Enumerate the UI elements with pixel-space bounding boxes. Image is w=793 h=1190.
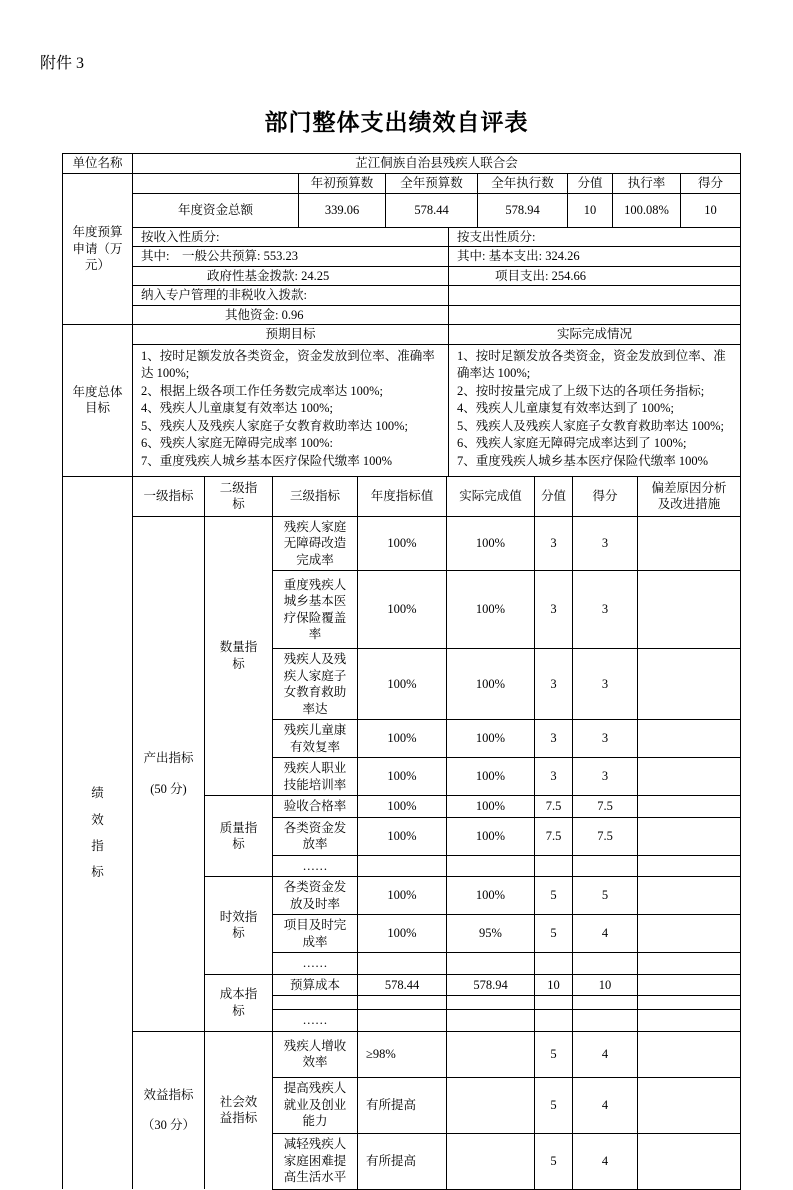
expense-nature-header: 按支出性质分: (449, 227, 741, 247)
indicator-name: 验收合格率 (273, 796, 358, 818)
table-row (63, 247, 741, 267)
indicator-name-empty (273, 996, 358, 1010)
indicator-score (573, 996, 638, 1010)
indicator-target: 有所提高 (358, 1077, 447, 1133)
indicator-points: 7.5 (535, 817, 573, 855)
indicator-score: 7.5 (573, 796, 638, 818)
indicator-deviation (638, 758, 741, 796)
attachment-label: 附件 3 (40, 55, 85, 72)
table-row (63, 325, 741, 345)
actual-completion-list (449, 344, 741, 476)
indicator-points: 5 (535, 915, 573, 953)
indicator-target: ≥98% (358, 1031, 447, 1077)
actual-completion-header: 实际完成情况 (449, 325, 741, 345)
indicator-deviation (638, 1133, 741, 1189)
indicator-points: 5 (535, 877, 573, 915)
col-header-annual-budget: 全年预算数 (386, 173, 478, 193)
budget-section-label: 年度预算申请（万元） (63, 173, 133, 325)
expense-project: 项目支出: 254.66 (449, 266, 741, 286)
indicator-actual (447, 1133, 535, 1189)
indicator-target: 578.44 (358, 974, 447, 996)
indicator-score: 4 (573, 1077, 638, 1133)
performance-indicators-label: 绩效指标 (63, 476, 133, 1189)
actual-goal-item: 6、残疾人家庭无障碍完成率达到了 100%; (457, 436, 687, 450)
expected-goal-item: 7、重度残疾人城乡基本医疗保险代缴率 100% (141, 453, 393, 468)
indicator-deviation (638, 571, 741, 649)
table-row (63, 266, 741, 286)
quantity-indicator-label: 数量指标 (205, 516, 273, 796)
table-row (63, 344, 741, 476)
header-level1: 一级指标 (133, 476, 205, 516)
indicator-actual: 100% (447, 877, 535, 915)
col-header-exec-rate: 执行率 (613, 173, 681, 193)
indicator-deviation (638, 953, 741, 975)
expected-goal-item: 6、残疾人家庭无障碍完成率 100%: (141, 436, 334, 450)
indicator-name: 残疾人及残疾人家庭子女教育救助率达 (273, 649, 358, 720)
indicator-actual (447, 1077, 535, 1133)
indicator-deviation (638, 996, 741, 1010)
expense-basic: 其中: 基本支出: 324.26 (449, 247, 741, 267)
indicator-deviation (638, 915, 741, 953)
indicator-deviation (638, 855, 741, 877)
indicator-score: 4 (573, 915, 638, 953)
total-initial-value: 339.06 (299, 193, 386, 227)
header-actual-value: 实际完成值 (447, 476, 535, 516)
indicator-deviation (638, 796, 741, 818)
indicator-points (535, 855, 573, 877)
indicator-deviation (638, 516, 741, 571)
indicator-points: 10 (535, 974, 573, 996)
indicator-points: 3 (535, 720, 573, 758)
indicator-deviation (638, 720, 741, 758)
indicator-score (573, 953, 638, 975)
indicator-points: 3 (535, 649, 573, 720)
indicator-target (358, 1010, 447, 1032)
indicator-name-ellipsis: …… (273, 953, 358, 975)
indicator-name: 残疾人职业技能培训率 (273, 758, 358, 796)
indicator-actual: 100% (447, 758, 535, 796)
indicator-deviation (638, 877, 741, 915)
indicator-target (358, 953, 447, 975)
table-row (63, 305, 741, 325)
indicator-points: 5 (535, 1031, 573, 1077)
indicator-name: 各类资金发放及时率 (273, 877, 358, 915)
indicator-points: 3 (535, 571, 573, 649)
header-target-value: 年度指标值 (358, 476, 447, 516)
table-row (63, 516, 741, 571)
indicator-score: 4 (573, 1133, 638, 1189)
col-header-executed: 全年执行数 (478, 173, 568, 193)
total-executed-value: 578.94 (478, 193, 568, 227)
income-gov-fund: 政府性基金拨款: 24.25 (133, 266, 449, 286)
income-nontax: 纳入专户管理的非税收入拨款: (133, 286, 449, 306)
table-row (63, 173, 741, 193)
indicator-points (535, 1010, 573, 1032)
indicator-deviation (638, 1031, 741, 1077)
indicator-actual: 100% (447, 516, 535, 571)
indicator-score: 3 (573, 516, 638, 571)
indicator-target: 100% (358, 915, 447, 953)
total-annual-value: 578.44 (386, 193, 478, 227)
indicator-name: 提高残疾人就业及创业能力 (273, 1077, 358, 1133)
expected-goal-item: 1、按时足额发放各类资金，资金发放到位率、准确率达 100%; (141, 348, 435, 380)
total-score-value: 10 (681, 193, 741, 227)
col-header-points: 分值 (568, 173, 613, 193)
indicator-score: 3 (573, 649, 638, 720)
actual-goal-item: 1、按时足额发放各类资金，资金发放到位率、准确率达 100%; (457, 348, 726, 380)
indicator-points (535, 996, 573, 1010)
indicator-target: 100% (358, 796, 447, 818)
col-header-initial-budget: 年初预算数 (299, 173, 386, 193)
unit-name-value: 芷江侗族自治县残疾人联合会 (133, 154, 741, 174)
timeliness-indicator-label: 时效指标 (205, 877, 273, 975)
indicator-points: 3 (535, 516, 573, 571)
table-row (63, 154, 741, 174)
unit-name-label: 单位名称 (63, 154, 133, 174)
indicator-deviation (638, 817, 741, 855)
indicator-points: 5 (535, 1133, 573, 1189)
indicator-actual: 100% (447, 720, 535, 758)
quality-indicator-label: 质量指标 (205, 796, 273, 877)
actual-goal-item: 7、重度残疾人城乡基本医疗保险代缴率 100% (457, 453, 709, 468)
goals-section-table (62, 324, 741, 477)
expected-goal-item: 5、残疾人及残疾人家庭子女教育救助率达 100%; (141, 418, 409, 433)
indicator-actual: 100% (447, 817, 535, 855)
indicator-target: 100% (358, 649, 447, 720)
table-row (63, 286, 741, 306)
header-deviation: 偏差原因分析及改进措施 (638, 476, 741, 516)
indicator-name-ellipsis: …… (273, 855, 358, 877)
indicator-name: 各类资金发放率 (273, 817, 358, 855)
empty-cell (133, 173, 299, 193)
indicator-actual (447, 1031, 535, 1077)
indicator-target: 100% (358, 817, 447, 855)
cost-indicator-label: 成本指标 (205, 974, 273, 1031)
indicator-target: 100% (358, 720, 447, 758)
actual-goal-item: 2、按时按量完成了上级下达的各项任务指标; (457, 383, 705, 398)
empty-cell (449, 305, 741, 325)
indicator-name-ellipsis: …… (273, 1010, 358, 1032)
indicator-target: 100% (358, 877, 447, 915)
indicator-actual (447, 855, 535, 877)
indicator-target: 100% (358, 516, 447, 571)
self-evaluation-form (62, 153, 740, 1190)
empty-cell (449, 286, 741, 306)
indicator-score: 3 (573, 720, 638, 758)
indicator-deviation (638, 649, 741, 720)
indicator-score: 7.5 (573, 817, 638, 855)
indicator-actual: 578.94 (447, 974, 535, 996)
indicator-actual (447, 953, 535, 975)
table-row (63, 476, 741, 516)
indicator-deviation (638, 1077, 741, 1133)
indicator-score: 10 (573, 974, 638, 996)
expected-goals-header: 预期目标 (133, 325, 449, 345)
indicator-score: 4 (573, 1031, 638, 1077)
indicator-points: 7.5 (535, 796, 573, 818)
budget-section-table (62, 153, 741, 325)
indicator-actual: 100% (447, 571, 535, 649)
indicator-actual: 100% (447, 796, 535, 818)
indicator-name: 残疾儿童康有效复率 (273, 720, 358, 758)
header-points: 分值 (535, 476, 573, 516)
indicator-target: 100% (358, 571, 447, 649)
indicator-actual: 100% (447, 649, 535, 720)
indicator-deviation (638, 974, 741, 996)
income-other-funds: 其他资金: 0.96 (133, 305, 449, 325)
indicator-target (358, 855, 447, 877)
header-score: 得分 (573, 476, 638, 516)
header-level3: 三级指标 (273, 476, 358, 516)
indicator-score (573, 855, 638, 877)
output-indicator-label: 产出指标 (50 分) (133, 516, 205, 1031)
indicator-target: 100% (358, 758, 447, 796)
actual-goal-item: 5、残疾人及残疾人家庭子女教育救助率达 100%; (457, 418, 725, 433)
indicator-name: 残疾人增收效率 (273, 1031, 358, 1077)
indicator-deviation (638, 1010, 741, 1032)
indicator-actual (447, 996, 535, 1010)
income-nature-header: 按收入性质分: (133, 227, 449, 247)
indicator-score: 5 (573, 877, 638, 915)
income-public-budget: 其中: 一般公共预算: 553.23 (133, 247, 449, 267)
indicators-section-table (62, 476, 741, 1190)
indicator-points: 5 (535, 1077, 573, 1133)
header-level2: 二级指标 (205, 476, 273, 516)
social-benefit-indicator-label: 社会效益指标 (205, 1031, 273, 1189)
col-header-score: 得分 (681, 173, 741, 193)
expected-goal-item: 2、根据上级各项工作任务数完成率达 100%; (141, 383, 384, 398)
total-points-value: 10 (568, 193, 613, 227)
indicator-target: 有所提高 (358, 1133, 447, 1189)
table-row (63, 193, 741, 227)
total-funds-label: 年度资金总额 (133, 193, 299, 227)
indicator-name: 残疾人家庭无障碍改造完成率 (273, 516, 358, 571)
goals-section-label: 年度总体目标 (63, 325, 133, 477)
indicator-name: 重度残疾人城乡基本医疗保险覆盖率 (273, 571, 358, 649)
expected-goals-list (133, 344, 449, 476)
benefit-indicator-label: 效益指标 （30 分） (133, 1031, 205, 1189)
table-row (63, 1031, 741, 1077)
indicator-actual (447, 1010, 535, 1032)
indicator-name: 项目及时完成率 (273, 915, 358, 953)
total-exec-rate-value: 100.08% (613, 193, 681, 227)
actual-goal-item: 4、残疾人儿童康复有效率达到了 100%; (457, 401, 675, 415)
expected-goal-item: 4、残疾人儿童康复有效率达 100%; (141, 401, 334, 415)
indicator-actual: 95% (447, 915, 535, 953)
table-row (63, 227, 741, 247)
indicator-points: 3 (535, 758, 573, 796)
page-title: 部门整体支出绩效自评表 (264, 109, 529, 135)
indicator-points (535, 953, 573, 975)
indicator-score: 3 (573, 571, 638, 649)
indicator-name: 减轻残疾人家庭困难提高生活水平 (273, 1133, 358, 1189)
indicator-score: 3 (573, 758, 638, 796)
indicator-score (573, 1010, 638, 1032)
indicator-name: 预算成本 (273, 974, 358, 996)
indicator-target (358, 996, 447, 1010)
